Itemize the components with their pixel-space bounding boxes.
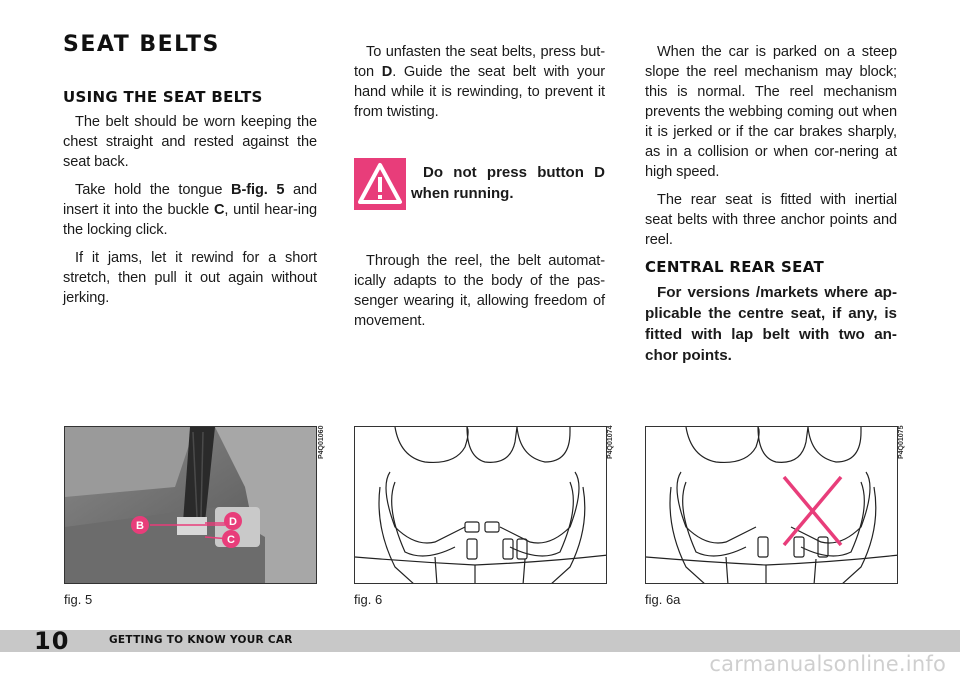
- reference-b-fig5: B-fig. 5: [231, 182, 285, 198]
- warning-text: Do not press button D when running.: [411, 164, 605, 202]
- section-title: GETTING TO KNOW YOUR CAR: [109, 634, 293, 646]
- figure-6a-drawing: [645, 426, 898, 584]
- paragraph-jam: If it jams, let it rewind for a short stretch, then pull it out again without jerking.: [63, 250, 317, 306]
- warning-box: [354, 158, 605, 210]
- column-3: [645, 42, 897, 366]
- text-segment: To unfasten the seat belts, press but-ton: [354, 44, 605, 80]
- page-number: 10: [34, 627, 70, 655]
- callout-d: D: [229, 516, 237, 528]
- figure-6-code: P4Q01074: [607, 426, 614, 460]
- callout-b: B: [136, 520, 144, 532]
- column-2: [354, 42, 605, 130]
- heading-central-rear-seat: CENTRAL REAR SEAT: [645, 258, 824, 276]
- paragraph-reel: Through the reel, the belt automat-ically adapts to the body of the pas-senger wearing it, allowing freedom of movement.: [354, 253, 605, 329]
- figure-5-label: fig. 5: [64, 592, 93, 607]
- paragraph-slope: When the car is parked on a steep slope the reel mechanism may block; this is normal. The reel mechanism prevents the webbing coming out when it is jerked or if the car brakes sharply, as in a collision or when cor-nering at high speed.: [645, 44, 897, 180]
- paragraph-posture: The belt should be worn keeping the chest straight and rested against the seat back.: [63, 114, 317, 170]
- figure-6-label: fig. 6: [354, 592, 383, 607]
- paragraph-rear-seat: The rear seat is fitted with inertial seat belts with three anchor points and reel.: [645, 192, 897, 248]
- reference-c: C: [213, 202, 225, 218]
- column-1: [63, 88, 317, 316]
- paragraph-unfasten: [354, 42, 605, 122]
- text-segment: . Guide the seat belt with your hand while it is rewinding, to prevent it from twisting.: [354, 64, 605, 120]
- figure-6a-label: fig. 6a: [645, 592, 681, 607]
- heading-using-seat-belts: USING THE SEAT BELTS: [63, 88, 263, 106]
- warning-triangle-icon: [354, 158, 406, 210]
- column-2-lower: [354, 251, 605, 339]
- paragraph-centre-seat: For versions /markets where ap-plicable the centre seat, if any, is fitted with lap belt with two an-chor points.: [645, 284, 897, 364]
- figure-6a-code: P4Q01075: [898, 426, 905, 460]
- page-title: SEAT BELTS: [63, 32, 220, 57]
- figure-6-drawing: [354, 426, 607, 584]
- figure-5-code: P4Q01060: [318, 426, 325, 460]
- text-segment: , until hear-ing the locking click.: [63, 202, 317, 238]
- paragraph-tongue: [63, 180, 317, 240]
- figure-5-photo: [64, 426, 317, 584]
- text-segment: Take hold the tongue: [75, 182, 232, 198]
- text-segment: and insert it into the buckle: [63, 182, 317, 218]
- reference-d: D: [381, 64, 393, 80]
- callout-c: C: [227, 534, 235, 546]
- watermark: carmanualsonline.info: [709, 652, 946, 676]
